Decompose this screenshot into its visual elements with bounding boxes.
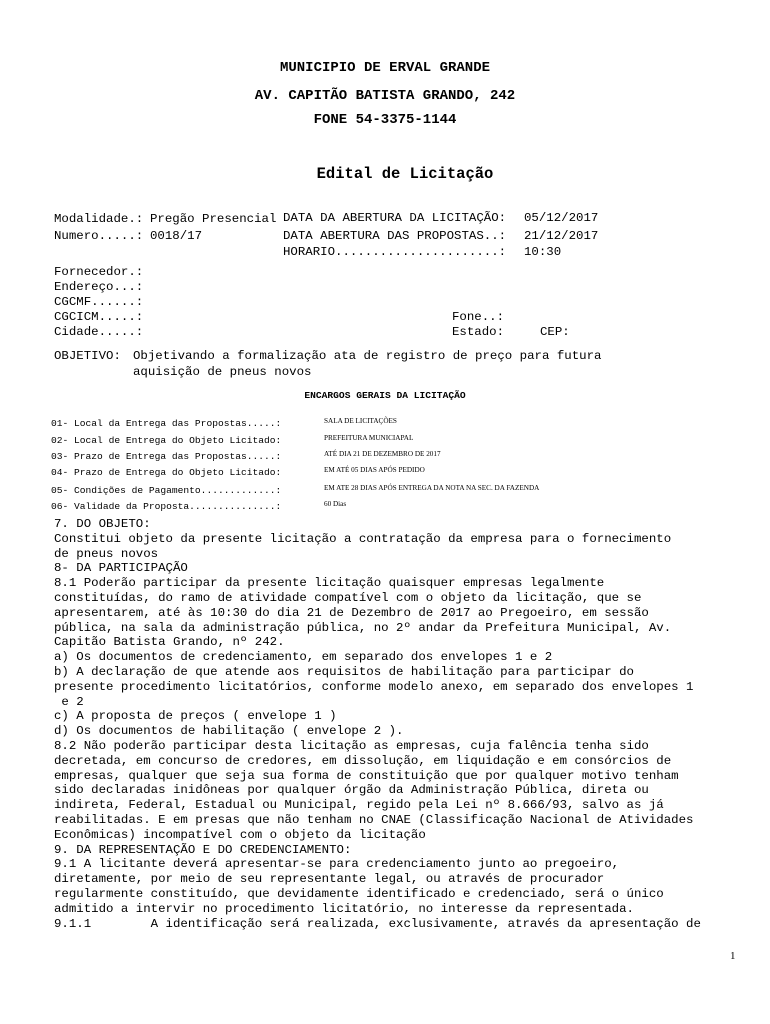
body-line: a) Os documentos de credenciamento, em separado dos envelopes 1 e 2 bbox=[54, 650, 553, 665]
endereco-label: Endereço...: bbox=[54, 280, 144, 294]
cep-label: CEP: bbox=[540, 325, 570, 339]
encargo-value: 60 Dias bbox=[324, 500, 347, 508]
encargos-heading: ENCARGOS GERAIS DA LICITAÇÃO bbox=[304, 390, 466, 401]
body-line: 8.2 Não poderão participar desta licitação as empresas, cuja falência tenha sido bbox=[54, 738, 649, 753]
body-line: diretamente, por meio de seu representante legal, ou através de procurador bbox=[54, 872, 605, 887]
numero-value: 0018/17 bbox=[150, 229, 203, 243]
body-line: reabilitadas. E em presas que não tenham no CNAE (Classificação Nacional de Atividades bbox=[54, 812, 694, 827]
objetivo-line-1: Objetivando a formalização ata de registro de preço para futura bbox=[133, 349, 602, 363]
abertura-licitacao-value: 05/12/2017 bbox=[524, 211, 599, 225]
modalidade-value: Pregão Presencial bbox=[150, 212, 277, 226]
encargo-value: ATÉ DIA 21 DE DEZEMBRO DE 2017 bbox=[324, 450, 441, 458]
encargo-label: 02- Local de Entrega do Objeto Licitado: bbox=[51, 435, 282, 446]
body-line: 9. DA REPRESENTAÇÃO E DO CREDENCIAMENTO: bbox=[54, 842, 352, 857]
body-line: admitido a intervir no procedimento licitatório, no interesse da representada. bbox=[54, 901, 634, 916]
body-line: Constitui objeto da presente licitação a contratação da empresa para o fornecimento bbox=[54, 531, 672, 546]
body-line: Capitão Batista Grando, nº 242. bbox=[54, 635, 285, 650]
cgcicm-label: CGCICM.....: bbox=[54, 310, 144, 324]
fornecedor-label: Fornecedor.: bbox=[54, 265, 144, 279]
horario-label: HORARIO......................: bbox=[283, 245, 507, 259]
body-line: constituídas, do ramo de atividade compatível com o objeto da licitação, que se bbox=[54, 590, 642, 605]
body-line: apresentarem, até às 10:30 do dia 21 de Dezembro de 2017 ao Pregoeiro, em sessão bbox=[54, 605, 649, 620]
encargo-label: 03- Prazo de Entrega das Propostas.....: bbox=[51, 451, 282, 462]
municipality-address: AV. CAPITÃO BATISTA GRANDO, 242 bbox=[254, 88, 516, 104]
body-line: pública, na sala da administração pública, no 2º andar da Prefeitura Municipal, Av. bbox=[54, 620, 672, 635]
estado-label: Estado: bbox=[452, 325, 505, 339]
numero-label: Numero.....: bbox=[54, 229, 144, 243]
body-line: 7. DO OBJETO: bbox=[54, 517, 151, 531]
encargo-label: 06- Validade da Proposta...............: bbox=[51, 501, 282, 512]
body-line: 9.1.1 A identificação será realizada, exclusivamente, através da apresentação de bbox=[54, 916, 701, 931]
body-line: indireta, Federal, Estadual ou Municipal, regido pela Lei nº 8.666/93, salvo as já bbox=[54, 798, 664, 813]
body-line: Econômicas) incompatível com o objeto da licitação bbox=[54, 827, 426, 842]
objetivo-line-2: aquisição de pneus novos bbox=[133, 365, 312, 379]
body-line: 8.1 Poderão participar da presente licitação quaisquer empresas legalmente bbox=[54, 576, 605, 591]
body-line: e 2 bbox=[54, 694, 84, 709]
body-line: de pneus novos bbox=[54, 546, 159, 561]
body-line: c) A proposta de preços ( envelope 1 ) bbox=[54, 709, 337, 724]
body-line: b) A declaração de que atende aos requisitos de habilitação para participar do bbox=[54, 664, 634, 679]
cgcmf-label: CGCMF......: bbox=[54, 295, 144, 309]
body-line: regularmente constituído, que devidamente identificado e credenciado, será o único bbox=[54, 886, 664, 901]
encargo-value: SALA DE LICITAÇÕES bbox=[324, 417, 397, 425]
page-title: Edital de Licitação bbox=[316, 165, 494, 183]
body-line: empresas, qualquer que seja sua forma de constituição que por qualquer motivo tenham bbox=[54, 768, 679, 783]
page-number: 1 bbox=[730, 950, 736, 962]
encargo-value: PREFEITURA MUNICIAPAL bbox=[324, 434, 414, 442]
abertura-propostas-label: DATA ABERTURA DAS PROPOSTAS..: bbox=[283, 229, 507, 243]
abertura-licitacao-label: DATA DA ABERTURA DA LICITAÇÃO: bbox=[283, 211, 507, 225]
encargo-label: 04- Prazo de Entrega do Objeto Licitado: bbox=[51, 467, 282, 478]
body-line: decretada, em concurso de credores, em dissolução, em liquidação e em consórcios de bbox=[54, 753, 672, 768]
abertura-propostas-value: 21/12/2017 bbox=[524, 229, 599, 243]
body-text bbox=[54, 517, 754, 931]
objetivo-label: OBJETIVO: bbox=[54, 349, 121, 363]
encargo-label: 01- Local da Entrega das Propostas.....: bbox=[51, 418, 282, 429]
body-line: presente procedimento licitatórios, conforme modelo anexo, em separado dos envelopes 1 bbox=[54, 679, 694, 694]
fone-label: Fone..: bbox=[452, 310, 505, 324]
horario-value: 10:30 bbox=[524, 245, 562, 259]
body-line: 8- DA PARTICIPAÇÃO bbox=[54, 561, 188, 576]
municipality-phone: FONE 54-3375-1144 bbox=[313, 112, 457, 128]
encargo-value: EM ATÉ 05 DIAS APÓS PEDIDO bbox=[324, 466, 425, 474]
cidade-label: Cidade.....: bbox=[54, 325, 144, 339]
body-line: 9.1 A licitante deverá apresentar-se para credenciamento junto ao pregoeiro, bbox=[54, 857, 620, 872]
modalidade-label: Modalidade.: bbox=[54, 212, 144, 226]
body-line: sido declaradas inidôneas por qualquer órgão da Administração Pública, direta ou bbox=[54, 783, 649, 798]
municipality-name: MUNICIPIO DE ERVAL GRANDE bbox=[279, 60, 491, 76]
body-line: d) Os documentos de habilitação ( envelope 2 ). bbox=[54, 724, 404, 739]
encargo-value: EM ATE 28 DIAS APÓS ENTREGA DA NOTA NA SEC. DA FAZENDA bbox=[324, 484, 540, 492]
encargo-label: 05- Condições de Pagamento.............: bbox=[51, 485, 282, 496]
